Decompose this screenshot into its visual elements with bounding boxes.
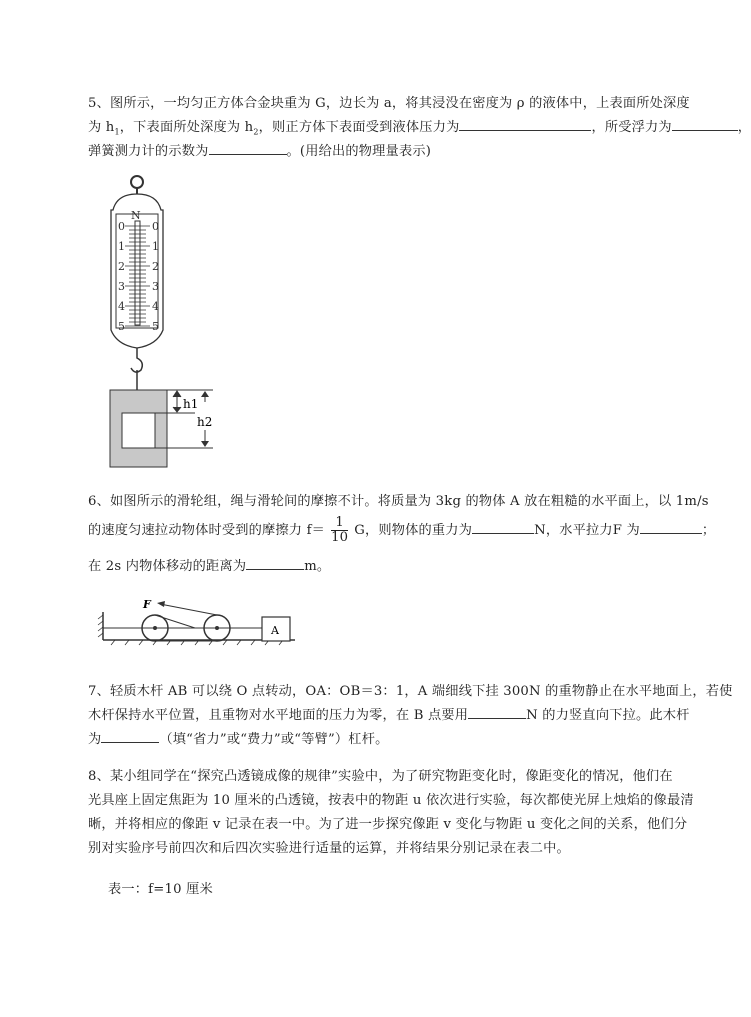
q6-line1: 6、如图所示的滑轮组，绳与滑轮间的摩擦不计。将质量为 3kg 的物体 A 放在粗糙的水平面上，以 1m/s: [88, 494, 709, 509]
q8-line1: 8、某小组同学在“探究凸透镜成像的规律”实验中，为了研究物距变化时，像距变化的情况，他们在: [88, 769, 673, 784]
scale-label: 1: [152, 240, 159, 253]
unit-label: N: [131, 209, 141, 222]
text: ，下表面所处深度为 h: [119, 120, 254, 135]
q7-line3: [88, 728, 388, 747]
text: 。(用给出的物理量表示): [286, 144, 432, 159]
fraction: [331, 516, 348, 545]
text: G，则物体的重力为: [354, 523, 473, 538]
text: 为 h: [88, 120, 115, 135]
text: 在 2s 内物体移动的距离为: [88, 559, 247, 574]
q5-line1: 5、图所示，一均匀正方体合金块重为 G，边长为 a，将其浸没在密度为 ρ 的液体中，上表面所处深度: [88, 96, 690, 111]
scale-label: 5: [118, 320, 125, 333]
text: ，: [737, 120, 751, 135]
subscript: 2: [253, 127, 259, 137]
answer-blank[interactable]: [101, 730, 159, 743]
block-label: A: [271, 624, 279, 637]
text: 为: [88, 732, 102, 747]
h1-label: h1: [183, 397, 199, 411]
scale-label: 3: [152, 280, 159, 293]
answer-blank[interactable]: [246, 557, 304, 570]
q7-line2: [88, 704, 690, 723]
answer-blank[interactable]: [672, 118, 738, 131]
text: N 的力竖直向下拉。此木杆: [526, 708, 690, 723]
answer-blank[interactable]: [640, 521, 702, 534]
text: N，水平拉力F 为: [534, 523, 640, 538]
scale-label: 4: [152, 300, 159, 313]
answer-blank[interactable]: [472, 521, 534, 534]
scale-label: 5: [152, 320, 159, 333]
q8-line4: 别对实验序号前四次和后四次实验进行适量的运算，并将结果分别记录在表二中。: [88, 841, 570, 856]
table-caption: 表一：f=10 厘米: [108, 882, 213, 897]
text: ；: [701, 523, 716, 538]
text: ，则正方体下表面受到液体压力为: [258, 120, 460, 135]
scale-label: 1: [118, 240, 125, 253]
text: （填“省力”或“费力”或“等臂”）杠杆。: [159, 732, 389, 747]
text: m。: [304, 559, 331, 574]
q5-line3: [88, 140, 431, 159]
subscript: 1: [114, 127, 120, 137]
q8-line2: 光具座上固定焦距为 10 厘米的凸透镜，按表中的物距 u 依次进行实验，每次都使光屏上烛焰的像最清: [88, 793, 694, 808]
q8-line3: 晰，并将相应的像距 v 记录在表一中。为了进一步探究像距 v 变化与物距 u 变化之间的关系，他们分: [88, 817, 688, 832]
scale-label: 4: [118, 300, 125, 313]
text: ，所受浮力为: [591, 120, 672, 135]
scale-label: 2: [152, 260, 159, 273]
denominator: 10: [331, 530, 349, 545]
q5-line2: [88, 116, 751, 137]
h2-label: h2: [197, 415, 213, 429]
scale-label: 0: [152, 220, 159, 233]
text: 木杆保持水平位置，且重物对水平地面的压力为零，在 B 点要用: [88, 708, 469, 723]
pulley-figure: [95, 590, 305, 655]
q6-line2: [88, 516, 715, 545]
q6-line3: [88, 555, 330, 574]
answer-blank[interactable]: [459, 118, 591, 131]
scale-label: 3: [118, 280, 125, 293]
spring-scale-figure: [95, 170, 235, 470]
answer-blank[interactable]: [468, 706, 526, 719]
scale-label: 2: [118, 260, 125, 273]
answer-blank[interactable]: [209, 142, 287, 155]
text: 的速度匀速拉动物体时受到的摩擦力 f＝: [88, 523, 326, 538]
force-label: F: [143, 598, 151, 611]
scale-label: 0: [118, 220, 125, 233]
q7-line1: 7、轻质木杆 AB 可以绕 O 点转动，OA：OB＝3：1，A 端细线下挂 300N 的重物静止在水平地面上，若使: [88, 684, 733, 699]
numerator: 1: [331, 516, 348, 531]
text: 弹簧测力计的示数为: [88, 144, 209, 159]
